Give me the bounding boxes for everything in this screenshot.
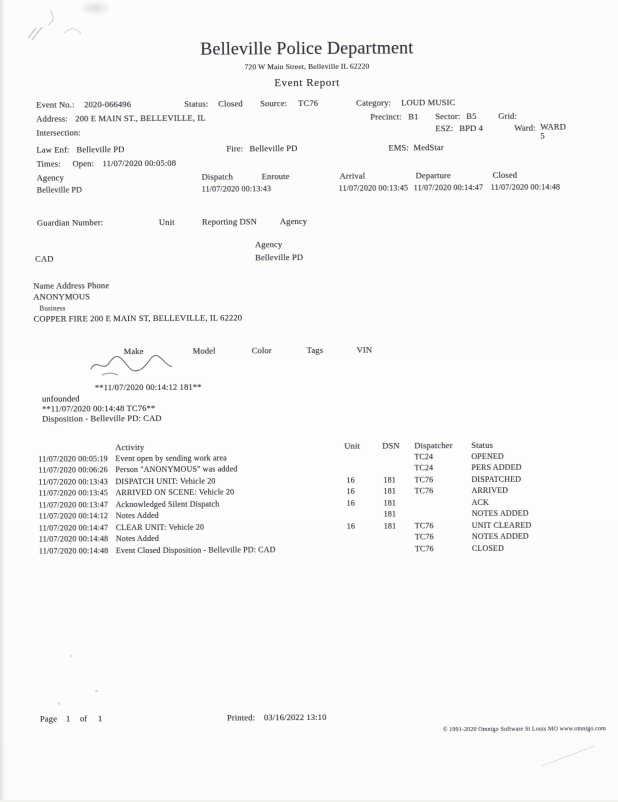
printed-label: Printed: bbox=[226, 712, 256, 723]
activity-unit: 16 bbox=[346, 521, 356, 531]
agency-time-arrival: 11/07/2020 00:13:45 bbox=[338, 183, 409, 193]
note-timestamp-1: **11/07/2020 00:14:12 181** bbox=[94, 381, 202, 393]
activity-dispatcher: TC76 bbox=[414, 532, 434, 542]
precinct-label: Precinct: bbox=[370, 111, 402, 122]
activity-description: CLEAR UNIT: Vehicle 20 bbox=[115, 522, 205, 533]
event-no-label: Event No.: bbox=[36, 99, 75, 110]
activity-dsn: 181 bbox=[383, 498, 397, 508]
guardian-unit-label: Unit bbox=[158, 216, 175, 227]
category-label: Category: bbox=[356, 97, 392, 108]
ward-label: Ward: bbox=[514, 122, 536, 133]
fire-label: Fire: bbox=[226, 143, 244, 154]
esz-label: ESZ: bbox=[435, 123, 454, 134]
log-dsn-header: DSN bbox=[382, 440, 400, 451]
activity-time: 11/07/2020 00:06:26 bbox=[38, 465, 108, 475]
person-section-header: Name Address Phone bbox=[33, 280, 110, 291]
agency-time-agency: Belleville PD bbox=[36, 185, 83, 195]
note-disposition: Disposition - Belleville PD: CAD bbox=[42, 412, 162, 424]
activity-description: DISPATCH UNIT: Vehicle 20 bbox=[115, 476, 216, 487]
esz-value: BPD 4 bbox=[459, 122, 484, 134]
activity-unit: 16 bbox=[346, 486, 355, 496]
grid-label: Grid: bbox=[498, 110, 518, 121]
activity-description: Event open by sending work area bbox=[115, 453, 227, 464]
open-label: Open: bbox=[72, 158, 95, 169]
scan-speck bbox=[95, 690, 98, 692]
activity-dispatcher: TC76 bbox=[414, 521, 434, 531]
ward-value: WARD 5 bbox=[540, 121, 567, 141]
scan-speck bbox=[70, 655, 72, 657]
precinct-value: B1 bbox=[408, 111, 419, 122]
category-value: LOUD MUSIC bbox=[401, 97, 456, 108]
report-title: Event Report bbox=[274, 76, 340, 90]
log-activity-header: Activity bbox=[115, 442, 145, 453]
activity-status: ARRIVED bbox=[471, 485, 509, 496]
open-time-value: 11/07/2020 00:05:08 bbox=[102, 157, 177, 169]
activity-description: Event Closed Disposition - Belleville PD: CAD bbox=[115, 545, 276, 556]
activity-dsn: 181 bbox=[383, 509, 397, 519]
address-value: 200 E MAIN ST., BELLEVILLE, IL bbox=[75, 112, 206, 124]
fire-value: Belleville PD bbox=[249, 143, 298, 154]
activity-dispatcher: TC76 bbox=[414, 544, 434, 554]
activity-status: ACK bbox=[471, 497, 490, 508]
vehicle-make-header: Make bbox=[123, 346, 144, 357]
handwritten-scribble bbox=[88, 353, 178, 380]
printed-value: 03/16/2022 13:10 bbox=[263, 711, 327, 723]
agency-column-header: Agency bbox=[255, 239, 283, 250]
activity-description: Notes Added bbox=[115, 510, 159, 521]
col-arrival-header: Arrival bbox=[339, 170, 366, 181]
source-value: TC76 bbox=[298, 97, 319, 109]
activity-time: 11/07/2020 00:14:12 bbox=[38, 511, 109, 521]
vehicle-vin-header: VIN bbox=[356, 344, 373, 355]
activity-status: CLOSED bbox=[471, 543, 504, 554]
activity-status: NOTES ADDED bbox=[471, 508, 529, 519]
status-value: Closed bbox=[218, 98, 243, 109]
scan-scratch-mark bbox=[540, 740, 600, 770]
sector-label: Sector: bbox=[435, 111, 461, 122]
activity-time: 11/07/2020 00:14:47 bbox=[38, 523, 109, 533]
activity-dispatcher: TC76 bbox=[414, 486, 434, 496]
ems-value: MedStar bbox=[413, 142, 444, 153]
law-enf-label: Law Enf: bbox=[36, 144, 70, 155]
activity-time: 11/07/2020 00:13:47 bbox=[38, 500, 109, 510]
guardian-unit-value: CAD bbox=[35, 253, 54, 264]
activity-dsn: 181 bbox=[383, 486, 397, 496]
law-enf-value: Belleville PD bbox=[76, 144, 125, 155]
note-timestamp-2: **11/07/2020 00:14:48 TC76** bbox=[42, 402, 156, 414]
business-value: COPPER FIRE 200 E MAIN ST, BELLEVILLE, IL 62220 bbox=[33, 312, 243, 324]
page-total: 1 bbox=[97, 713, 103, 724]
activity-status: DISPATCHED bbox=[471, 474, 522, 485]
page-number: 1 bbox=[65, 713, 71, 724]
activity-description: Acknowledged Silent Dispatch bbox=[115, 499, 220, 510]
activity-status: NOTES ADDED bbox=[471, 531, 529, 542]
vehicle-tags-header: Tags bbox=[306, 344, 324, 356]
address-label: Address: bbox=[36, 113, 68, 124]
activity-status: PERS ADDED bbox=[471, 462, 522, 473]
activity-description: Notes Added bbox=[115, 533, 160, 544]
col-enroute-header: Enroute bbox=[261, 171, 290, 182]
col-dispatch-header: Dispatch bbox=[201, 171, 234, 182]
agency-time-closed: 11/07/2020 00:14:48 bbox=[490, 182, 561, 192]
col-agency-header: Agency bbox=[36, 172, 65, 183]
activity-dsn: 181 bbox=[383, 475, 396, 485]
activity-description: ARRIVED ON SCENE: Vehicle 20 bbox=[115, 487, 235, 498]
activity-status: OPENED bbox=[471, 451, 504, 462]
col-departure-header: Departure bbox=[415, 170, 452, 181]
activity-status: UNIT CLEARED bbox=[471, 520, 532, 531]
sector-value: B5 bbox=[466, 110, 477, 122]
activity-unit: 16 bbox=[346, 498, 355, 508]
log-dispatcher-header: Dispatcher bbox=[414, 440, 453, 451]
person-name: ANONYMOUS bbox=[33, 291, 91, 302]
activity-description: Person "ANONYMOUS" was added bbox=[115, 464, 238, 475]
event-no-value: 2020-066496 bbox=[84, 99, 132, 110]
vehicle-color-header: Color bbox=[251, 345, 272, 356]
scan-speck bbox=[58, 702, 60, 705]
department-name: Belleville Police Department bbox=[200, 37, 414, 59]
department-address: 720 W Main Street, Belleville IL 62220 bbox=[244, 61, 370, 72]
activity-time: 11/07/2020 00:14:48 bbox=[38, 546, 109, 556]
page-label: Page bbox=[39, 713, 58, 724]
note-text-unfounded: unfounded bbox=[41, 393, 80, 404]
col-closed-header: Closed bbox=[492, 169, 518, 180]
log-unit-header: Unit bbox=[344, 440, 361, 451]
activity-dispatcher: TC76 bbox=[414, 475, 434, 485]
intersection-label: Intersection: bbox=[36, 127, 81, 138]
log-status-header: Status bbox=[471, 439, 493, 451]
guardian-reporting-dsn-label: Reporting DSN bbox=[201, 216, 258, 227]
activity-time: 11/07/2020 00:13:45 bbox=[38, 488, 109, 498]
agency-time-dispatch: 11/07/2020 00:13:43 bbox=[201, 184, 272, 194]
activity-dispatcher: TC24 bbox=[414, 452, 434, 462]
business-section-label: Business bbox=[39, 304, 66, 313]
activity-time: 11/07/2020 00:14:48 bbox=[38, 534, 109, 544]
activity-dsn: 181 bbox=[383, 521, 397, 531]
activity-unit: 16 bbox=[346, 475, 355, 485]
status-label: Status: bbox=[184, 98, 209, 109]
guardian-number-label: Guardian Number: bbox=[36, 217, 104, 228]
copyright-notice: © 1991-2020 Omnigo Software St Louis MO www.omnigo.com bbox=[442, 726, 607, 734]
page-of-label: of bbox=[79, 713, 88, 724]
activity-dispatcher: TC24 bbox=[414, 463, 434, 473]
source-label: Source: bbox=[260, 98, 288, 109]
ems-label: EMS: bbox=[388, 142, 409, 153]
activity-time: 11/07/2020 00:05:19 bbox=[38, 454, 108, 464]
guardian-agency-label: Agency bbox=[279, 216, 308, 227]
agency-time-departure: 11/07/2020 00:14:47 bbox=[413, 182, 484, 193]
guardian-agency-value: Belleville PD bbox=[255, 252, 304, 263]
activity-time: 11/07/2020 00:13:43 bbox=[38, 477, 108, 487]
vehicle-model-header: Model bbox=[192, 345, 216, 356]
times-label: Times: bbox=[36, 158, 61, 169]
